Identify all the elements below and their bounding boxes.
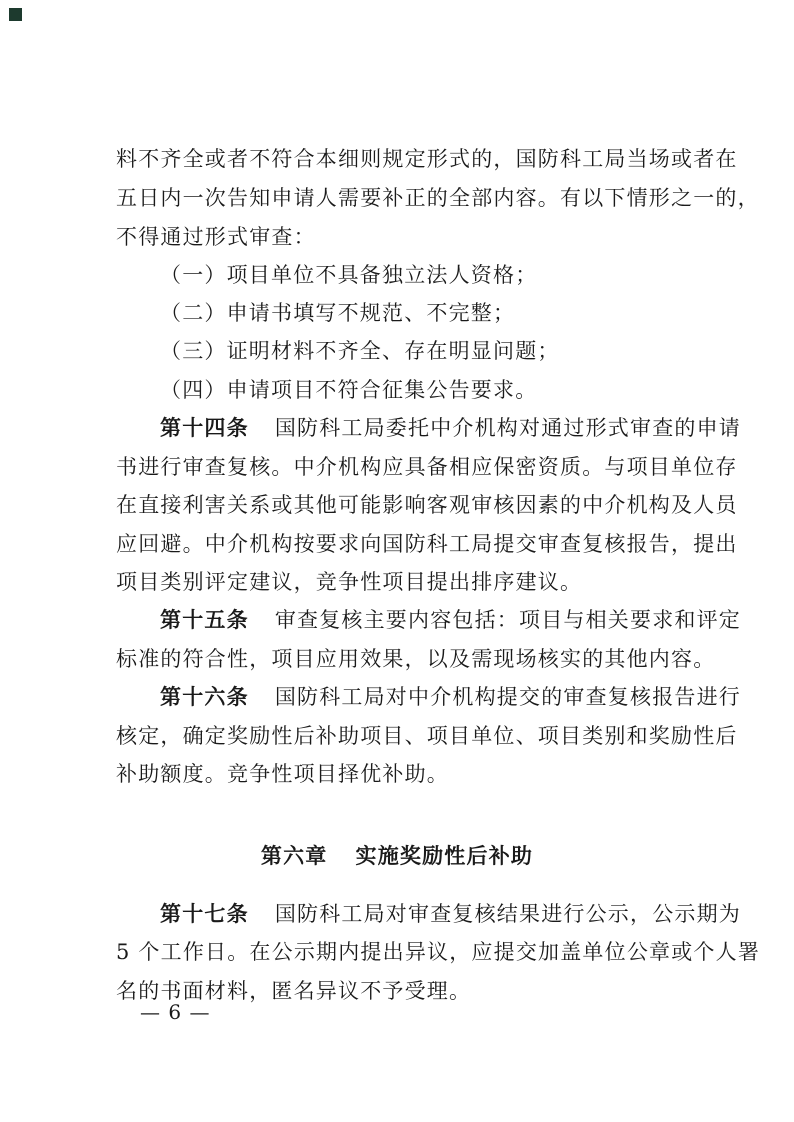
paragraph-line: 核定，确定奖励性后补助项目、项目单位、项目类别和奖励性后 <box>116 724 738 748</box>
article-text: 审查复核主要内容包括：项目与相关要求和评定 <box>274 608 742 632</box>
article-15-first-line <box>160 606 742 634</box>
article-16-first-line <box>160 683 742 711</box>
condition-item: （三）证明材料不齐全、存在明显问题； <box>160 339 560 363</box>
article-17-first-line <box>160 900 742 928</box>
paragraph-line: 项目类别评定建议，竞争性项目提出排序建议。 <box>116 570 583 594</box>
article-text: 国防科工局对审查复核结果进行公示，公示期为 <box>274 902 742 926</box>
article-14-first-line <box>160 414 742 442</box>
paragraph-line: 补助额度。竞争性项目择优补助。 <box>116 762 449 786</box>
article-16-title: 第十六条 <box>160 685 249 709</box>
paragraph-line: 五日内一次告知申请人需要补正的全部内容。有以下情形之一的， <box>116 186 760 210</box>
condition-item: （二）申请书填写不规范、不完整； <box>160 301 516 325</box>
article-14-title: 第十四条 <box>160 416 249 440</box>
paragraph-line: 料不齐全或者不符合本细则规定形式的，国防科工局当场或者在 <box>116 147 738 171</box>
condition-item: （一）项目单位不具备独立法人资格； <box>160 263 538 287</box>
condition-item: （四）申请项目不符合征集公告要求。 <box>160 378 538 402</box>
article-text: 国防科工局委托中介机构对通过形式审查的申请 <box>274 416 742 440</box>
paragraph-line: 应回避。中介机构按要求向国防科工局提交审查复核报告，提出 <box>116 532 738 556</box>
paragraph-line: 标准的符合性，项目应用效果，以及需现场核实的其他内容。 <box>116 647 716 671</box>
article-15-title: 第十五条 <box>160 608 249 632</box>
paragraph-line: 5 个工作日。在公示期内提出异议，应提交加盖单位公章或个人署 <box>116 940 761 964</box>
page-number: — 6 — <box>140 1000 211 1024</box>
chapter-name: 实施奖励性后补助 <box>355 844 534 868</box>
paragraph-line: 在直接利害关系或其他可能影响客观审核因素的中介机构及人员 <box>116 493 738 517</box>
chapter-heading <box>0 842 794 870</box>
article-17-title: 第十七条 <box>160 902 249 926</box>
paragraph-line: 书进行审查复核。中介机构应具备相应保密资质。与项目单位存 <box>116 455 738 479</box>
paragraph-line: 不得通过形式审查： <box>116 225 316 249</box>
chapter-number: 第六章 <box>260 844 328 868</box>
paragraph-line: 名的书面材料，匿名异议不予受理。 <box>116 979 472 1003</box>
article-text: 国防科工局对中介机构提交的审查复核报告进行 <box>274 685 742 709</box>
